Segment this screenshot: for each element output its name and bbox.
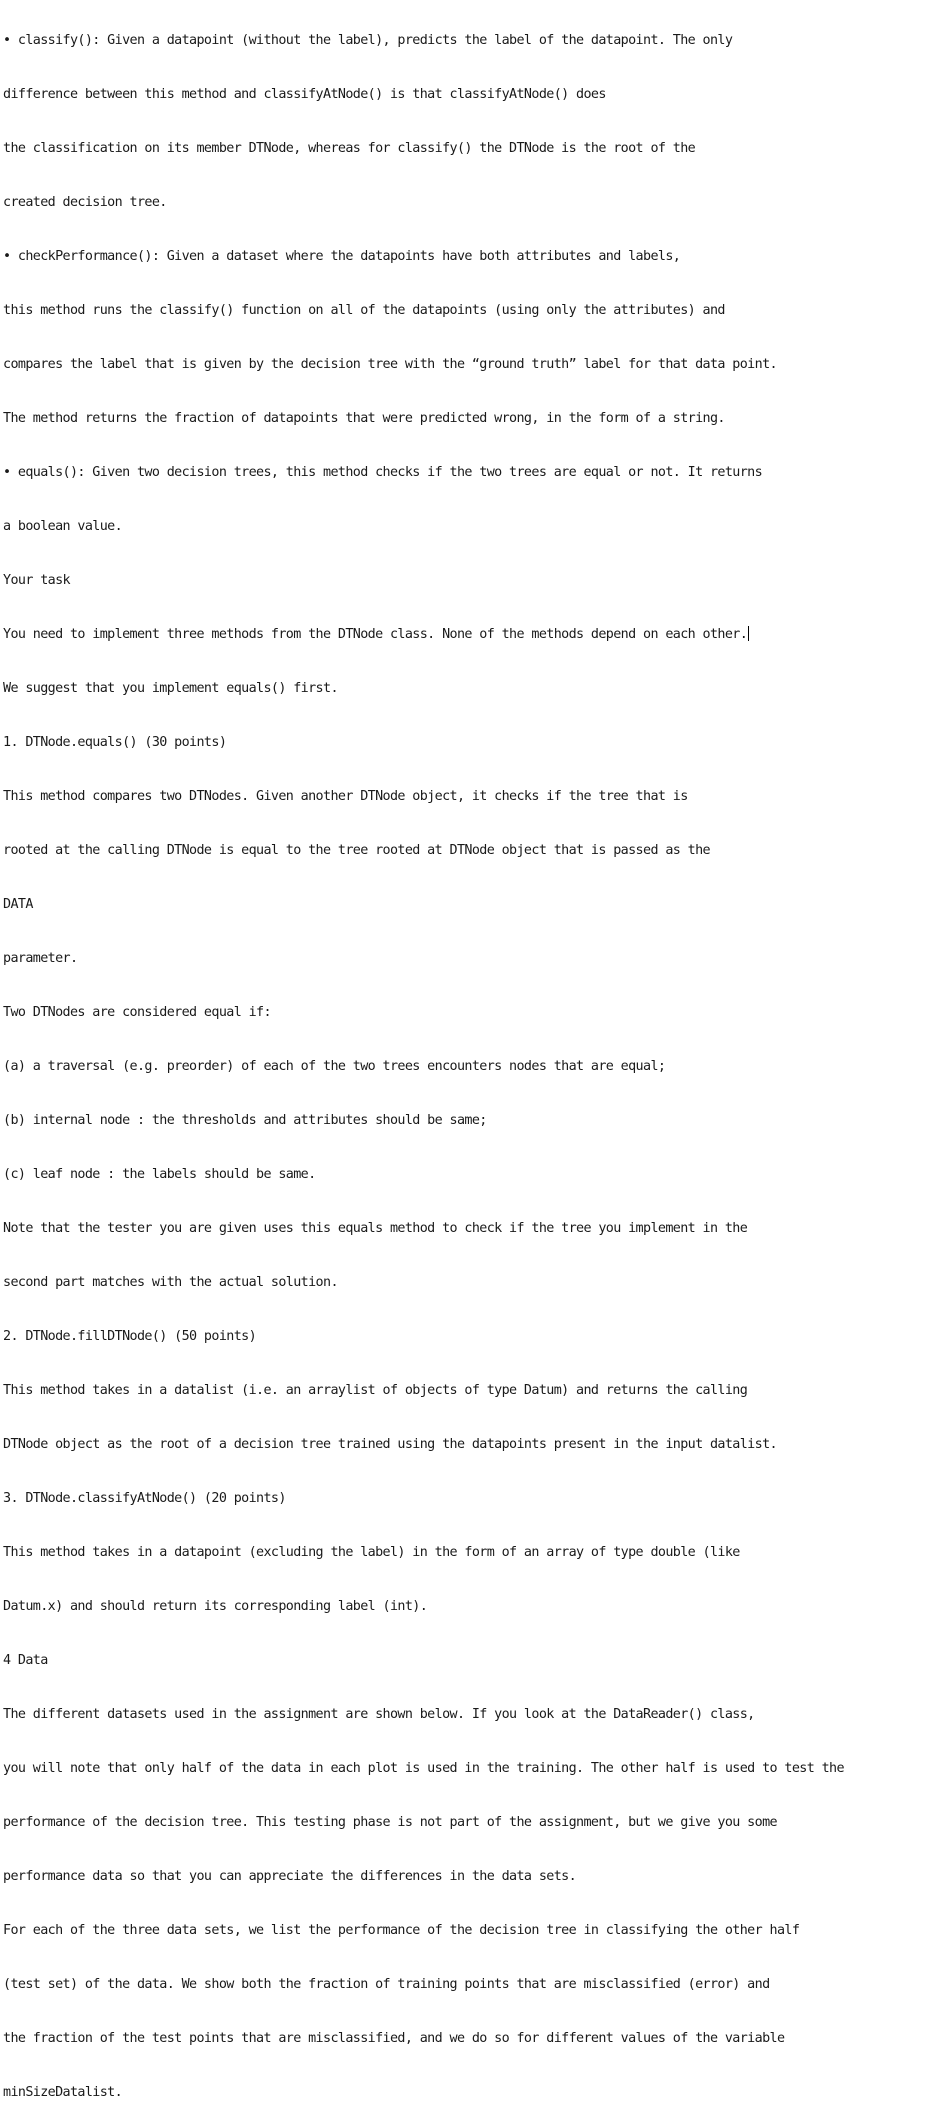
text-line: second part matches with the actual solution. — [3, 1275, 338, 1290]
text-line: Two DTNodes are considered equal if: — [3, 1005, 271, 1020]
text-line: The method returns the fraction of datapoints that were predicted wrong, in the form of a string. — [3, 411, 725, 426]
text-line: DATA — [3, 897, 33, 912]
text-line: rooted at the calling DTNode is equal to the tree rooted at DTNode object that is passed as the — [3, 843, 710, 858]
text-line: Datum.x) and should return its corresponding label (int). — [3, 1599, 428, 1614]
document-text — [3, 0, 923, 2120]
text-line: the fraction of the test points that are misclassified, and we do so for different values of the variable — [3, 2031, 785, 2046]
section-heading: Your task — [3, 573, 70, 588]
text-line: The different datasets used in the assignment are shown below. If you look at the DataReader() class, — [3, 1707, 755, 1722]
text-line: a boolean value. — [3, 519, 123, 534]
text-line: You need to implement three methods from the DTNode class. None of the methods depend on each other. — [3, 627, 748, 642]
text-line: created decision tree. — [3, 195, 167, 210]
text-line: (b) internal node : the thresholds and attributes should be same; — [3, 1113, 487, 1128]
text-line: performance data so that you can appreciate the differences in the data sets. — [3, 1869, 577, 1884]
text-line: compares the label that is given by the decision tree with the “ground truth” label for that data point. — [3, 357, 777, 372]
text-line: (test set) of the data. We show both the fraction of training points that are misclassified (error) and — [3, 1977, 770, 1992]
text-line: (c) leaf node : the labels should be same. — [3, 1167, 316, 1182]
text-line: performance of the decision tree. This testing phase is not part of the assignment, but we give you some — [3, 1815, 777, 1830]
text-line: • classify(): Given a datapoint (without the label), predicts the label of the datapoint. The only — [3, 33, 733, 48]
section-heading: 1. DTNode.equals() (30 points) — [3, 735, 227, 750]
text-line: For each of the three data sets, we list the performance of the decision tree in classifying the other half — [3, 1923, 800, 1938]
section-heading: 2. DTNode.fillDTNode() (50 points) — [3, 1329, 257, 1344]
text-line: This method takes in a datapoint (excluding the label) in the form of an array of type double (like — [3, 1545, 740, 1560]
text-line: difference between this method and classifyAtNode() is that classifyAtNode() does — [3, 87, 606, 102]
section-heading: 4 Data — [3, 1653, 48, 1668]
text-line: • checkPerformance(): Given a dataset where the datapoints have both attributes and labels, — [3, 249, 681, 264]
text-line: this method runs the classify() function on all of the datapoints (using only the attributes) and — [3, 303, 725, 318]
text-line: We suggest that you implement equals() first. — [3, 681, 338, 696]
text-line-with-cursor[interactable] — [3, 626, 923, 644]
section-heading: 3. DTNode.classifyAtNode() (20 points) — [3, 1491, 286, 1506]
text-line: This method compares two DTNodes. Given another DTNode object, it checks if the tree that is — [3, 789, 688, 804]
text-line: This method takes in a datalist (i.e. an arraylist of objects of type Datum) and returns the calling — [3, 1383, 748, 1398]
text-line: minSizeDatalist. — [3, 2085, 123, 2100]
text-line: (a) a traversal (e.g. preorder) of each of the two trees encounters nodes that are equal; — [3, 1059, 666, 1074]
text-line: Note that the tester you are given uses this equals method to check if the tree you implement in the — [3, 1221, 748, 1236]
text-line: the classification on its member DTNode, whereas for classify() the DTNode is the root of the — [3, 141, 696, 156]
text-line: parameter. — [3, 951, 78, 966]
text-line: DTNode object as the root of a decision tree trained using the datapoints present in the input datalist. — [3, 1437, 777, 1452]
text-cursor — [748, 626, 749, 641]
text-line: you will note that only half of the data in each plot is used in the training. The other half is used to test the — [3, 1761, 844, 1776]
text-line: • equals(): Given two decision trees, this method checks if the two trees are equal or not. It returns — [3, 465, 763, 480]
